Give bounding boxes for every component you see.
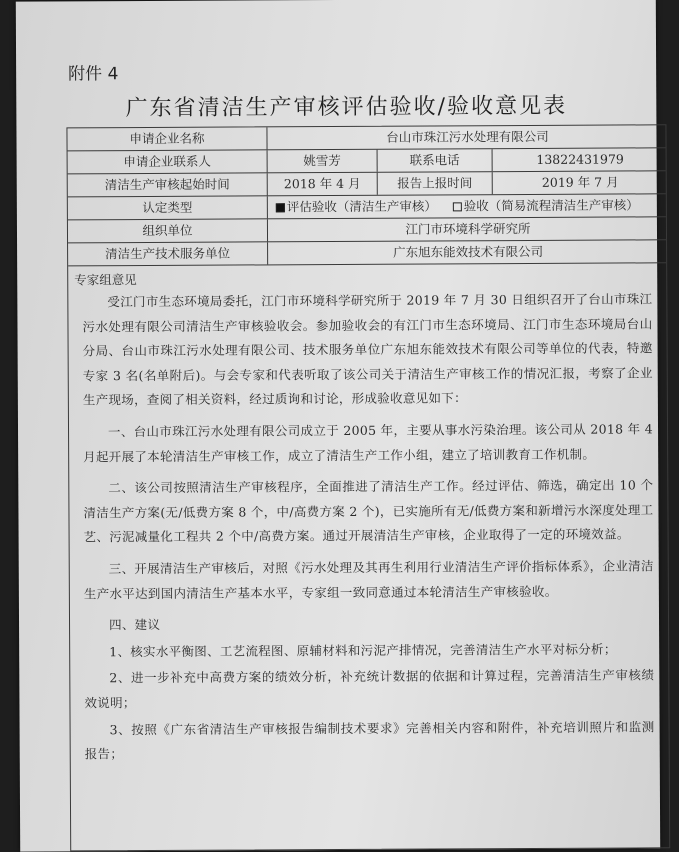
opinion-paragraph: 受江门市生态环境局委托，江门市环境科学研究所于 2019 年 7 月 30 日组织召开了台山市珠江污水处理有限公司清洁生产审核验收会。参加验收会的有江门市生态环境局、江门市生态环境局台山分局、台山市珠江污水处理有限公司、技术服务单位广东旭东能效技术有限公司等单位的代表，特邀专家 3 名(名单附后)。与会专家和代表听取了该公司关于清洁生产审核工作的情况汇报，考察了企业生产现场，查阅了相关资料，经过质询和讨论，形成验收意见如下：	[82, 291, 653, 408]
attachment-label: 附件 4	[68, 64, 119, 85]
service-label: 清洁生产技术服务单位	[68, 242, 268, 265]
opinion-paragraph: 2、进一步补充中高费方案的绩效分析，补充统计数据的依据和计算过程，完善清洁生产审核绩效说明；	[84, 667, 655, 711]
opinion-paragraph: 1、核实水平衡图、工艺流程图、原辅材料和污泥产排情况，完善清洁生产水平对标分析；	[109, 641, 617, 659]
contact-label: 申请企业联系人	[68, 150, 268, 173]
contact-value: 姚雪芳	[268, 150, 378, 173]
opinion-body	[82, 287, 654, 769]
report-time-label: 报告上报时间	[378, 172, 493, 195]
row-dates	[68, 171, 666, 197]
acceptance-form	[66, 124, 670, 851]
row-service	[68, 240, 666, 266]
option-simple-label: 验收（简易流程清洁生产审核）	[463, 197, 639, 214]
opinion-paragraph: 3、按照《广东省清洁生产审核报告编制技术要求》完善相关内容和附件，补充培训照片和监测报告；	[84, 718, 655, 762]
start-time-label: 清洁生产审核起始时间	[68, 173, 268, 196]
type-options	[268, 194, 668, 218]
option-evaluation-label: 评估验收（清洁生产审核）	[286, 198, 437, 215]
applicant-label: 申请企业名称	[67, 127, 267, 150]
opinion-paragraph: 一、台山市珠江污水处理有限公司成立于 2005 年，主要从事水污染治理。该公司从 2018 年 4 月起开展了本轮清洁生产审核工作，成立了清洁生产工作小组，建立了培训教育工作机制。	[83, 421, 654, 464]
row-applicant	[67, 125, 665, 151]
report-time-value: 2019 年 7 月	[541, 174, 619, 190]
row-type	[68, 194, 666, 220]
opinion-paragraph: 四、建议	[109, 617, 161, 633]
opinion-paragraph: 三、开展清洁生产审核后，对照《污水处理及其再生利用行业清洁生产评价指标体系》，企业清洁生产水平达到国内清洁生产基本水平，专家组一致同意通过本轮清洁生产审核验收。	[83, 558, 654, 601]
org-label: 组织单位	[68, 219, 268, 242]
option-evaluation-checkbox[interactable]	[276, 203, 285, 212]
applicant-value: 台山市珠江污水处理有限公司	[386, 128, 549, 145]
opinion-paragraph: 二、该公司按照清洁生产审核程序，全面推进了清洁生产工作。经过评估、筛选，确定出 10 个清洁生产方案(无/低费方案 8 个，中/高费方案 2 个)，已实施所有无/低费方案和新增污水深度处理工艺、污泥减量化工程共 2 个中/高费方案。通过开展清洁生产审核，企业取得了一定的环境效益。	[83, 477, 654, 545]
type-label: 认定类型	[68, 196, 268, 219]
document-page	[16, 0, 660, 852]
start-time-value: 2018 年 4 月	[268, 173, 378, 196]
option-simple-checkbox[interactable]	[453, 202, 462, 211]
org-value: 江门市环境科学研究所	[405, 220, 531, 237]
phone-label: 联系电话	[378, 149, 493, 172]
row-contact	[68, 148, 666, 174]
phone-value: 13822431979	[536, 151, 624, 167]
opinion-heading: 专家组意见	[74, 272, 137, 288]
form-title: 广东省清洁生产审核评估验收/验收意见表	[125, 93, 568, 122]
row-org	[68, 217, 666, 243]
service-value: 广东旭东能效技术有限公司	[393, 243, 544, 260]
